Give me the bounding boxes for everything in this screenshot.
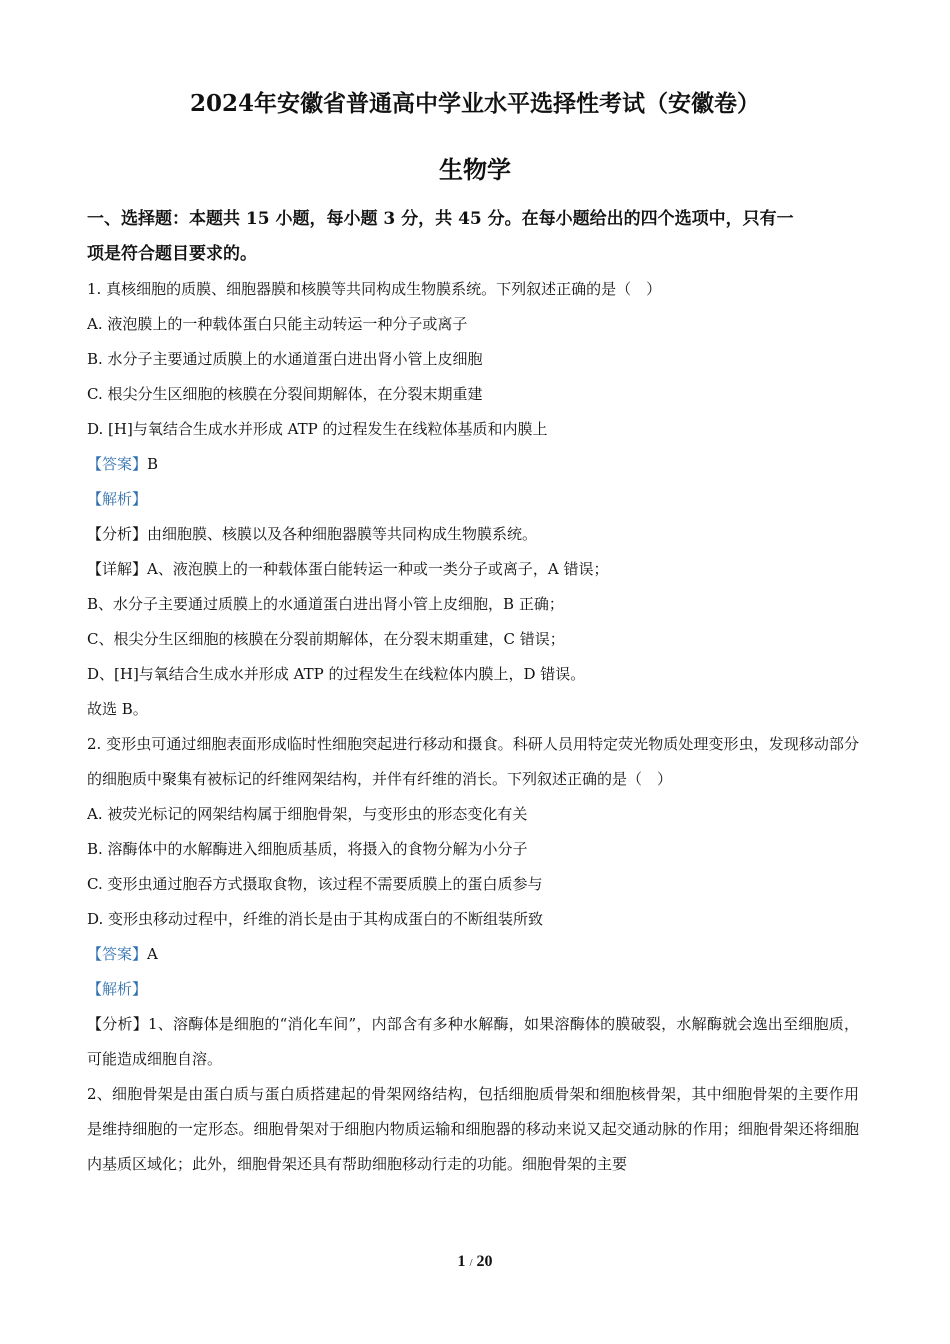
section-heading-line-1: 一、选择题：本题共 15 小题，每小题 3 分，共 45 分。在每小题给出的四个选项中，只有一 bbox=[87, 209, 794, 229]
question-1-option-a: A. 液泡膜上的一种载体蛋白只能主动转运一种分子或离子 bbox=[87, 315, 468, 333]
answer-tag: 【答案】 bbox=[87, 455, 148, 473]
question-2-option-b: B. 溶酶体中的水解酶进入细胞质基质，将摄入的食物分解为小分子 bbox=[87, 840, 528, 858]
question-1-conclusion: 故选 B。 bbox=[87, 700, 148, 718]
answer-tag: 【答案】 bbox=[87, 945, 148, 963]
question-1-option-b: B. 水分子主要通过质膜上的水通道蛋白进出肾小管上皮细胞 bbox=[87, 350, 483, 368]
answer-value: B bbox=[147, 455, 159, 473]
question-1-answer bbox=[87, 447, 859, 482]
exam-title: 2024年安徽省普通高中学业水平选择性考试（安徽卷） bbox=[189, 90, 760, 117]
question-1-option-c: C. 根尖分生区细胞的核膜在分裂间期解体，在分裂末期重建 bbox=[87, 385, 483, 403]
question-2-analysis-tag: 【解析】 bbox=[87, 980, 148, 998]
page-content bbox=[87, 202, 859, 1182]
fenxi-text: 由细胞膜、核膜以及各种细胞器膜等共同构成生物膜系统。 bbox=[147, 525, 538, 543]
question-2-option-c: C. 变形虫通过胞吞方式摄取食物，该过程不需要质膜上的蛋白质参与 bbox=[87, 875, 543, 893]
page-number bbox=[0, 1250, 950, 1275]
question-2-stem: 2. 变形虫可通过细胞表面形成临时性细胞突起进行移动和摄食。科研人员用特定荧光物质处理变形虫，发现移动部分的细胞质中聚集有被标记的纤维网架结构，并伴有纤维的消长。下列叙述正确的是（ ） bbox=[87, 735, 859, 788]
question-2-answer bbox=[87, 937, 859, 972]
question-2-fenxi bbox=[87, 1007, 859, 1077]
question-1-option-d: D. [H]与氧结合生成水并形成 ATP 的过程发生在线粒体基质和内膜上 bbox=[87, 420, 548, 438]
xiangjie-tag: 【详解】 bbox=[87, 560, 148, 578]
fenxi-tag: 【分析】 bbox=[87, 525, 148, 543]
section-heading-line-2: 项是符合题目要求的。 bbox=[87, 244, 257, 264]
question-1-detail-b: B、水分子主要通过质膜上的水通道蛋白进出肾小管上皮细胞，B 正确； bbox=[87, 595, 564, 613]
xiangjie-text: A、液泡膜上的一种载体蛋白能转运一种或一类分子或离子，A 错误； bbox=[147, 560, 609, 578]
question-1-detail-d: D、[H]与氧结合生成水并形成 ATP 的过程发生在线粒体内膜上，D 错误。 bbox=[87, 665, 586, 683]
subject-title: 生物学 bbox=[439, 155, 511, 184]
page-separator: / bbox=[469, 1257, 473, 1269]
current-page: 1 bbox=[457, 1253, 466, 1270]
answer-value: A bbox=[147, 945, 158, 963]
question-2-option-a: A. 被荧光标记的网架结构属于细胞骨架，与变形虫的形态变化有关 bbox=[87, 805, 528, 823]
fenxi-text: 1、溶酶体是细胞的“消化车间”，内部含有多种水解酶，如果溶酶体的膜破裂，水解酶就会逸出至细胞质，可能造成细胞自溶。 bbox=[87, 1015, 859, 1068]
question-1-fenxi bbox=[87, 517, 859, 552]
question-1-analysis-tag: 【解析】 bbox=[87, 490, 148, 508]
question-1-detail-c: C、根尖分生区细胞的核膜在分裂前期解体，在分裂末期重建，C 错误； bbox=[87, 630, 565, 648]
question-2-option-d: D. 变形虫移动过程中，纤维的消长是由于其构成蛋白的不断组装所致 bbox=[87, 910, 544, 928]
fenxi-tag: 【分析】 bbox=[87, 1015, 148, 1033]
total-pages: 20 bbox=[476, 1253, 493, 1270]
question-1-xiangjie bbox=[87, 552, 859, 587]
question-2-point-2: 2、细胞骨架是由蛋白质与蛋白质搭建起的骨架网络结构，包括细胞质骨架和细胞核骨架，其中细胞骨架的主要作用是维持细胞的一定形态。细胞骨架对于细胞内物质运输和细胞器的移动来说又起交通动脉的作用；细胞骨架还将细胞内基质区域化；此外，细胞骨架还具有帮助细胞移动行走的功能。细胞骨架的主要 bbox=[87, 1085, 859, 1173]
question-1-stem: 1. 真核细胞的质膜、细胞器膜和核膜等共同构成生物膜系统。下列叙述正确的是（ ） bbox=[87, 280, 662, 298]
